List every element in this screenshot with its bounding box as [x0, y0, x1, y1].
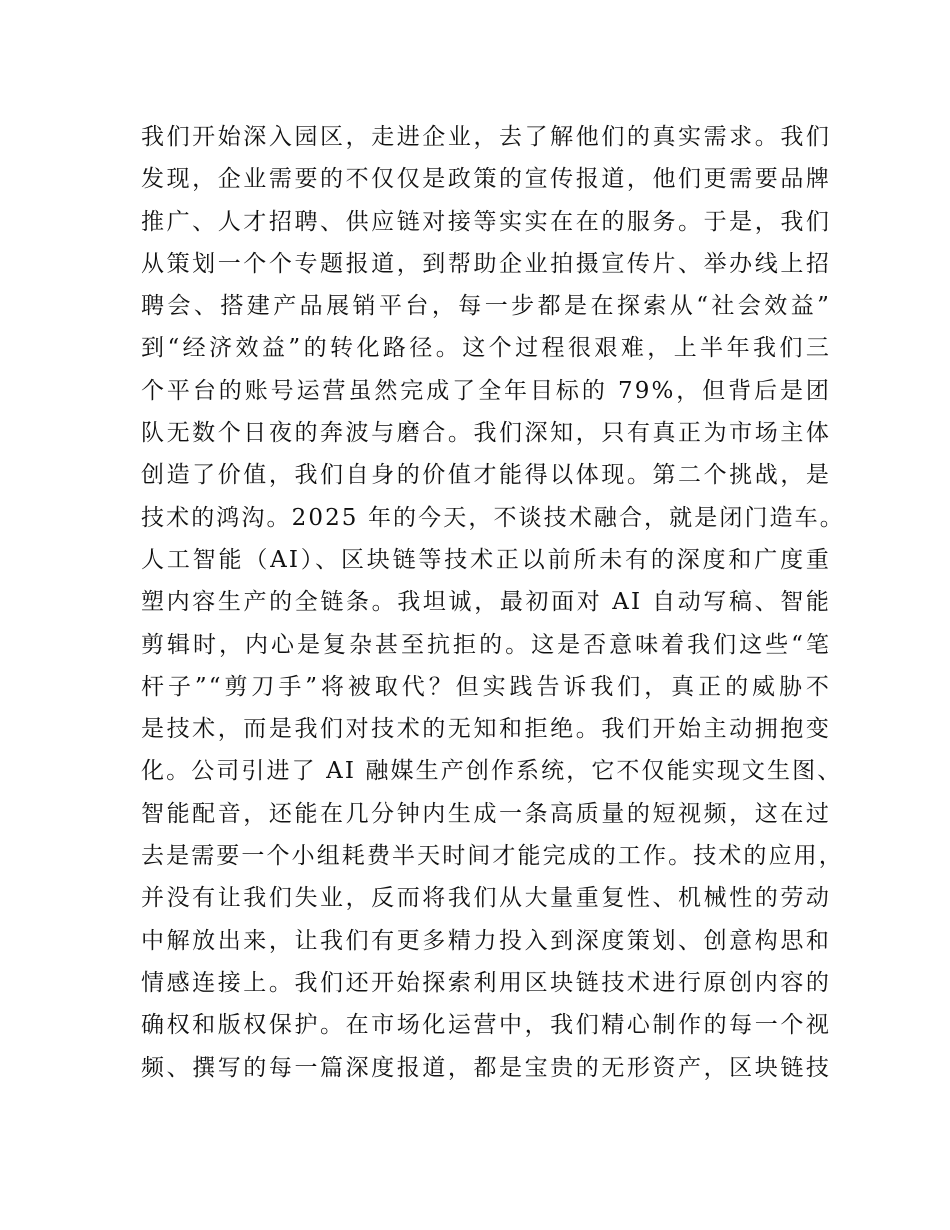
text-line: 技术的鸿沟。2025 年的今天，不谈技术融合，就是闭门造车。 [141, 504, 845, 531]
text-line: 从策划一个个专题报道，到帮助企业拍摄宣传片、举办线上招 [141, 250, 831, 277]
text-line: 去是需要一个小组耗费半天时间才能完成的工作。技术的应用， [141, 843, 844, 870]
text-line: 杆子”“剪刀手”将被取代？但实践告诉我们，真正的威胁不 [141, 673, 831, 700]
text-line: 是技术，而是我们对技术的无知和拒绝。我们开始主动拥抱变 [141, 716, 831, 743]
text-line: 并没有让我们失业，反而将我们从大量重复性、机械性的劳动 [141, 885, 831, 912]
text-line: 确权和版权保护。在市场化运营中，我们精心制作的每一个视 [141, 1012, 831, 1039]
text-line: 中解放出来，让我们有更多精力投入到深度策划、创意构思和 [141, 927, 831, 954]
text-line: 智能配音，还能在几分钟内生成一条高质量的短视频，这在过 [141, 800, 831, 827]
text-line: 推广、人才招聘、供应链对接等实实在在的服务。于是，我们 [141, 208, 831, 235]
text-line: 频、撰写的每一篇深度报道，都是宝贵的无形资产，区块链技 [141, 1054, 831, 1081]
text-line: 聘会、搭建产品展销平台，每一步都是在探索从“社会效益” [141, 293, 831, 320]
text-line: 队无数个日夜的奔波与磨合。我们深知，只有真正为市场主体 [141, 420, 831, 447]
text-line: 我们开始深入园区，走进企业，去了解他们的真实需求。我们 [141, 124, 831, 150]
text-line: 个平台的账号运营虽然完成了全年目标的 79%，但背后是团 [141, 377, 831, 404]
body-paragraph [141, 116, 845, 1089]
text-line: 剪辑时，内心是复杂甚至抗拒的。这是否意味着我们这些“笔 [141, 631, 831, 658]
text-line: 到“经济效益”的转化路径。这个过程很艰难，上半年我们三 [141, 335, 831, 362]
text-line: 情感连接上。我们还开始探索利用区块链技术进行原创内容的 [141, 969, 831, 996]
text-line: 人工智能（AI）、区块链等技术正以前所未有的深度和广度重 [141, 546, 831, 573]
text-line: 塑内容生产的全链条。我坦诚，最初面对 AI 自动写稿、智能 [141, 589, 831, 616]
text-line: 发现，企业需要的不仅仅是政策的宣传报道，他们更需要品牌 [141, 166, 831, 193]
text-line: 创造了价值，我们自身的价值才能得以体现。第二个挑战，是 [141, 462, 831, 489]
text-line: 化。公司引进了 AI 融媒生产创作系统，它不仅能实现文生图、 [141, 758, 843, 785]
